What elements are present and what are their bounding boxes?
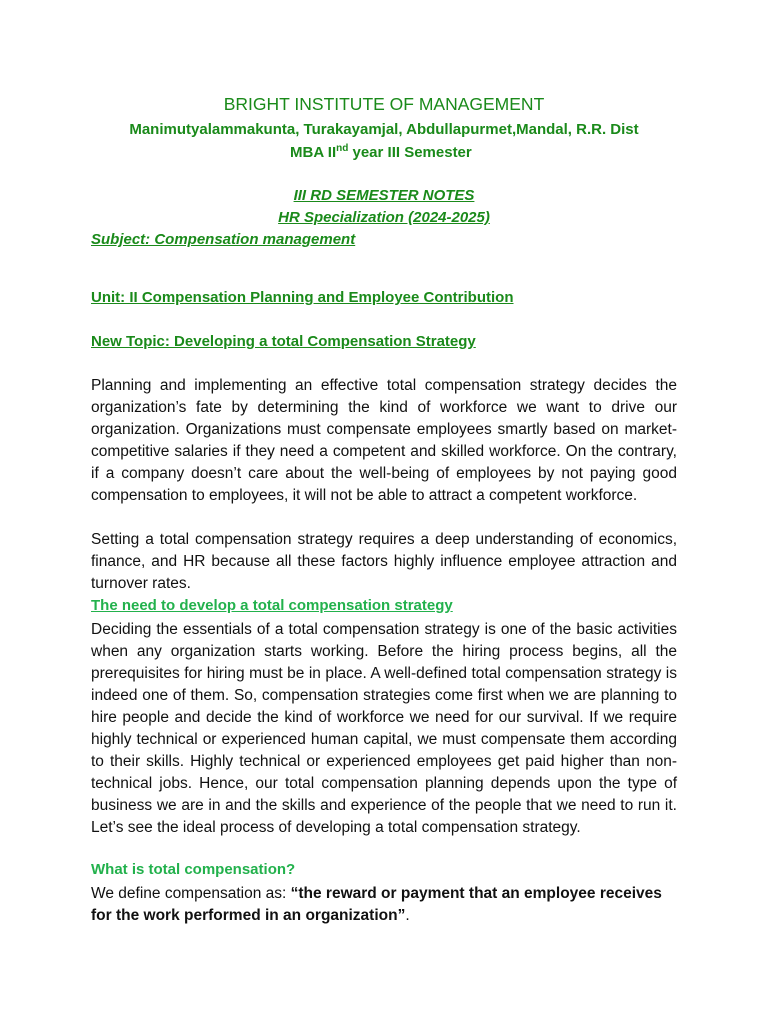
institute-title: BRIGHT INSTITUTE OF MANAGEMENT <box>223 94 545 114</box>
institute-address: Manimutyalammakunta, Turakayamjal, Abdullapurmet,Mandal, R.R. Dist <box>129 121 639 138</box>
program-suffix: year III Semester <box>348 144 472 161</box>
paragraph-setting: Setting a total compensation strategy requires a deep understanding of economics, finance, and HR because all these factors highly influence employee attraction and turnover rates. <box>91 531 677 592</box>
program-superscript: nd <box>336 143 349 154</box>
specialization: HR Specialization (2024-2025) <box>278 209 490 226</box>
definition-intro: We define compensation as: <box>91 885 291 902</box>
definition-quote: “the reward or payment that an employee receives for the work performed in an organization” <box>91 885 662 924</box>
definition-paragraph <box>91 883 677 927</box>
definition-end: . <box>405 907 410 924</box>
what-heading: What is total compensation? <box>91 861 296 878</box>
unit-heading: Unit: II Compensation Planning and Employee Contribution <box>91 289 514 306</box>
notes-title: III RD SEMESTER NOTES <box>293 187 475 204</box>
topic-heading: New Topic: Developing a total Compensation Strategy <box>91 333 476 350</box>
paragraph-intro: Planning and implementing an effective total compensation strategy decides the organization’s fate by determining the kind of workforce we want to drive our organization. Organizations must compensate employees smartly based on market-competitive salaries if they need a competent and skilled workforce. On the contrary, if a company doesn’t care about the well-being of employees by not paying good compensation to employees, it will not be able to attract a competent workforce. <box>91 377 677 504</box>
need-heading: The need to develop a total compensation strategy <box>91 597 453 614</box>
program-line <box>290 143 472 161</box>
program-prefix: MBA II <box>290 144 337 161</box>
paragraph-need: Deciding the essentials of a total compensation strategy is one of the basic activities when any organization starts working. Before the hiring process begins, all the prerequisites for hiring must be in place. A well-defined total compensation strategy is indeed one of them. So, compensation strategies come first when we are planning to hire people and decide the kind of workforce we need for our survival. If we require highly technical or experienced human capital, we must compensate them according to their skills. Highly technical or experienced employees get paid higher than non-technical jobs. Hence, our total compensation planning depends upon the type of business we are in and the skills and experience of the people that we need to run it. Let’s see the ideal process of developing a total compensation strategy. <box>91 621 677 836</box>
subject-line: Subject: Compensation management <box>91 231 356 248</box>
